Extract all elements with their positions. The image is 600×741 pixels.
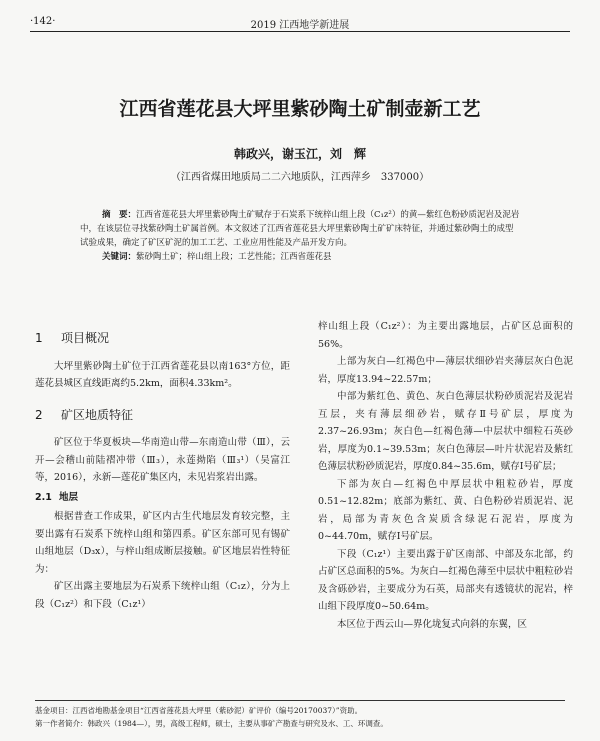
paragraph: 大坪里紫砂陶土矿位于江西省莲花县以南163°方位，距莲花县城区直线距离约5.2km，面积4.33km²。 (35, 360, 290, 389)
right-column (318, 318, 573, 633)
left-column (35, 318, 290, 613)
paragraph: 梓山组上段（C₁z²）：为主要出露地层，占矿区总面积的56%。 (318, 321, 573, 350)
paragraph: 矿区出露主要地层为石炭系下统梓山组（C₁z），分为上段（C₁z²）和下段（C₁z¹） (35, 581, 290, 610)
paper-title: 江西省莲花县大坪里紫砂陶土矿制壶新工艺 (119, 98, 481, 120)
footnotes (35, 700, 565, 730)
journal-name: 2019 江西地学新进展 (250, 20, 350, 31)
fund-footnote: 基金项目：江西省地勘基金项目“江西省莲花县大坪里（紫砂泥）矿评价（编号20170037）”资助。 (35, 706, 363, 715)
paragraph: 中部为紫红色、黄色、灰白色薄层状粉砂质泥岩及泥岩互层，夹有薄层细砂岩，赋存Ⅱ号矿层，厚度为2.37~26.93m；灰白色—红褐色薄—中层状中细粒石英砂岩，厚度为0.1~39.53m；灰白色薄层—叶片状泥岩及紫红色薄层状粉砂质泥岩，厚度0.84~35.6m，赋存Ⅰ号矿层； (318, 391, 573, 472)
section-title: 项目概况 (61, 331, 110, 345)
subsection-heading (35, 489, 290, 507)
abstract-label: 摘 要： (102, 210, 137, 220)
author-affiliation: （江西省煤田地质局二二六地质队，江西萍乡 337000） (170, 172, 430, 183)
section-number: 2 (35, 407, 43, 422)
section-number: 1 (35, 331, 43, 345)
author-footnote: 第一作者简介：韩政兴（1984—），男，高级工程师，硕士，主要从事矿产勘查与研究及水、工、环调查。 (35, 719, 388, 728)
abstract-text: 江西省莲花县大坪里紫砂陶土矿赋存于石炭系下统梓山组上段（C₁z²）的黄—紫红色粉砂质泥岩及泥岩中，在该层位寻找紫砂陶土矿属首例。本文叙述了江西省莲花县大坪里紫砂陶土矿矿床特征，并通过紫砂陶土的成型试验成果，确定了矿区矿泥的加工工艺、工业应用性能及产品开发方向。 (80, 210, 520, 248)
keywords-text: 紫砂陶土矿；梓山组上段；工艺性能；江西省莲花县 (136, 252, 332, 262)
paragraph: 矿区位于华夏板块—华南造山带—东南造山带（Ⅲ），云开—会稽山前陆褶冲带（Ⅲ₃），永莲拗陷（Ⅲ₃¹）（吴富江等，2016），永新—莲花矿集区内，未见岩浆岩出露。 (35, 437, 290, 483)
keywords-paragraph (80, 250, 520, 264)
paragraph: 下段（C₁z¹）主要出露于矿区南部、中部及东北部，约占矿区总面积的5%。为灰白—红褐色薄至中层状中粗粒砂岩及含砾砂岩，主要成分为石英，局部夹有透镜状的泥岩，梓山组下段厚度0~50.64m。 (318, 548, 573, 612)
section-heading (35, 330, 290, 348)
subsection-number: 2.1 (35, 491, 52, 503)
author-list: 韩政兴，谢玉江，刘 辉 (233, 147, 366, 161)
keywords-label: 关键词： (102, 252, 137, 262)
paragraph: 上部为灰白—红褐色中—薄层状细砂岩夹薄层灰白色泥岩，厚度13.94~22.57m； (318, 356, 573, 385)
abstract-paragraph (80, 208, 520, 250)
paragraph: 本区位于西云山—界化垅复式向斜的东翼，区 (337, 618, 528, 630)
paragraph: 下部为灰白—红褐色中厚层状中粗粒砂岩，厚度0.51~12.82m；底部为紫红、黄、白色粉砂岩质泥岩、泥岩，局部为青灰色含炭质含绿泥石泥岩，厚度为0~44.70m，赋存Ⅰ号矿层。 (318, 478, 573, 542)
abstract-block (80, 208, 520, 264)
page-number: ·142· (30, 16, 56, 27)
section-title: 矿区地质特征 (61, 407, 134, 422)
section-heading (35, 407, 290, 425)
paragraph: 根据普查工作成果，矿区内古生代地层发育较完整，主要出露有石炭系下统梓山组和第四系。矿区东部可见有锡矿山组地层（D₃x），与梓山组成断层接触。矿区地层岩性特征为： (35, 511, 290, 575)
running-header (30, 16, 570, 32)
subsection-title: 地层 (59, 491, 79, 503)
